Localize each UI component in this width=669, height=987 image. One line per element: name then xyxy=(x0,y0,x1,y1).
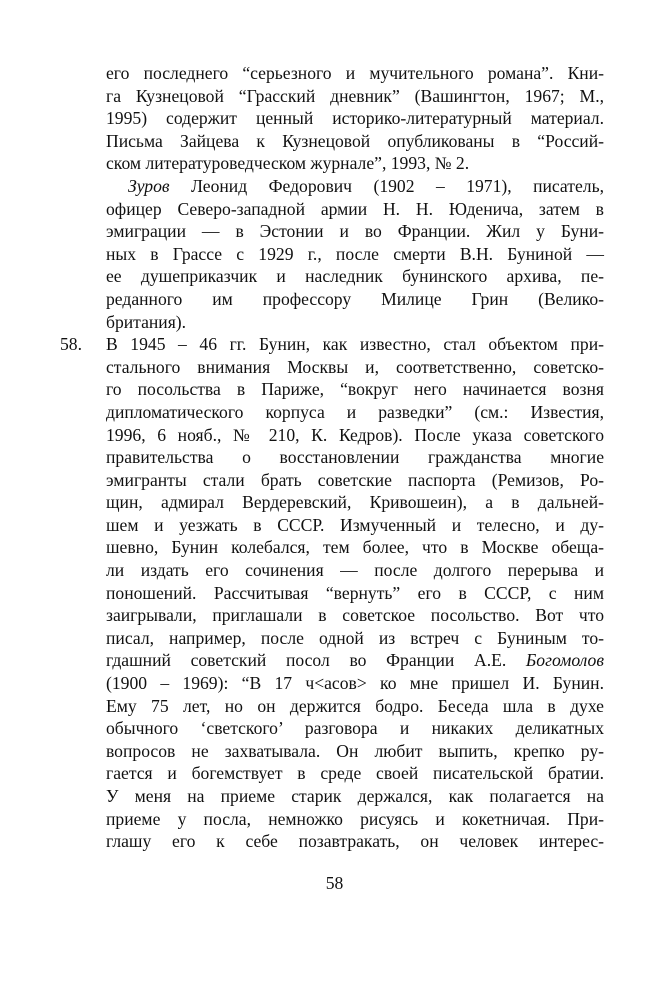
text-line: дипломатического корпуса и разведки” (см.: Известия, xyxy=(106,401,604,422)
text-line: заигрывали, приглашали в советское посольство. Вот что xyxy=(106,605,604,626)
page-number: 58 xyxy=(325,873,344,893)
text-line: ском литературоведческом журнале”, 1993, № 2. xyxy=(106,153,470,174)
text-line: ее душеприказчик и наследник бунинского архива, пе- xyxy=(106,266,604,287)
text-line: щин, адмирал Вердеревский, Кривошеин), а в дальней- xyxy=(106,492,604,513)
text-line: его последнего “серьезного и мучительного романа”. Кни- xyxy=(106,63,604,83)
text-line: эмиграции — в Эстонии и во Франции. Жил у Буни- xyxy=(106,221,604,242)
note-58 xyxy=(60,333,604,853)
text-line: глашу его к себе позавтракать, он человек интерес- xyxy=(106,831,604,852)
text-line: гается и богемствует в среде своей писательской братии. xyxy=(106,763,604,784)
text-line xyxy=(106,175,604,198)
text-line: ных в Грассе с 1929 г., после смерти В.Н. Буниной — xyxy=(106,243,604,264)
text-fragment: Леонид Федорович (1902 – 1971), писатель, xyxy=(169,175,604,196)
paragraph-continuation xyxy=(106,62,604,175)
text-line: эмигранты стали брать советские паспорта (Ремизов, Ро- xyxy=(106,469,604,490)
text-line: Ему 75 лет, но он держится бодро. Беседа шла в духе xyxy=(106,695,604,716)
text-line: (1900 – 1969): “В 17 ч<асов> ко мне пришел И. Бунин. xyxy=(106,673,604,694)
text-line: офицер Северо-западной армии Н. Н. Юденича, затем в xyxy=(106,198,604,219)
text-line: обычного ‘светского’ разговора и никаких деликатных xyxy=(106,718,604,739)
text-line: 1995) содержит ценный историко-литературный материал. xyxy=(106,108,604,129)
text-line: ли издать его сочинения — после долгого перерыва и xyxy=(106,560,604,581)
person-name: Богомолов xyxy=(525,650,604,671)
paragraph-zurov xyxy=(106,175,604,333)
text-line: га Кузнецовой “Грасский дневник” (Вашингтон, 1967; М., xyxy=(106,85,604,106)
note-number: 58. xyxy=(60,334,82,355)
text-line: правительства о восстановлении гражданства многие xyxy=(106,447,604,468)
text-line: 1996, 6 нояб., № 210, К. Кедров). После указа советского xyxy=(106,424,604,445)
page-text xyxy=(60,62,604,853)
person-name: Зуров xyxy=(128,175,170,196)
text-line: вопросов не захватывала. Он любит выпить, крепко ру- xyxy=(106,740,604,761)
text-line: британия). xyxy=(106,311,187,332)
text-fragment: гдашний советский посол во Франции А.Е. xyxy=(106,650,526,671)
text-line: реданного им профессору Милице Грин (Велико- xyxy=(106,288,604,309)
text-line xyxy=(106,649,604,672)
text-line: приеме у посла, немножко рисуясь и кокетничая. При- xyxy=(106,808,604,829)
text-line: Письма Зайцева к Кузнецовой опубликованы в “Россий- xyxy=(106,130,604,151)
text-line: шевно, Бунин колебался, тем более, что в Москве обеща- xyxy=(106,537,604,558)
text-line: шем и уезжать в СССР. Измученный и телесно, и ду- xyxy=(106,514,604,535)
text-line: В 1945 – 46 гг. Бунин, как известно, стал объектом при- xyxy=(106,334,604,355)
text-line: поношений. Рассчитывая “вернуть” его в СССР, с ним xyxy=(106,582,604,603)
text-line: У меня на приеме старик держался, как полагается на xyxy=(106,786,604,806)
text-line: го посольства в Париже, “вокруг него начинается возня xyxy=(106,379,604,400)
text-line: писал, например, после одной из встреч с Буниным то- xyxy=(106,627,604,648)
text-line: стального внимания Москвы и, соответственно, советско- xyxy=(106,356,604,377)
